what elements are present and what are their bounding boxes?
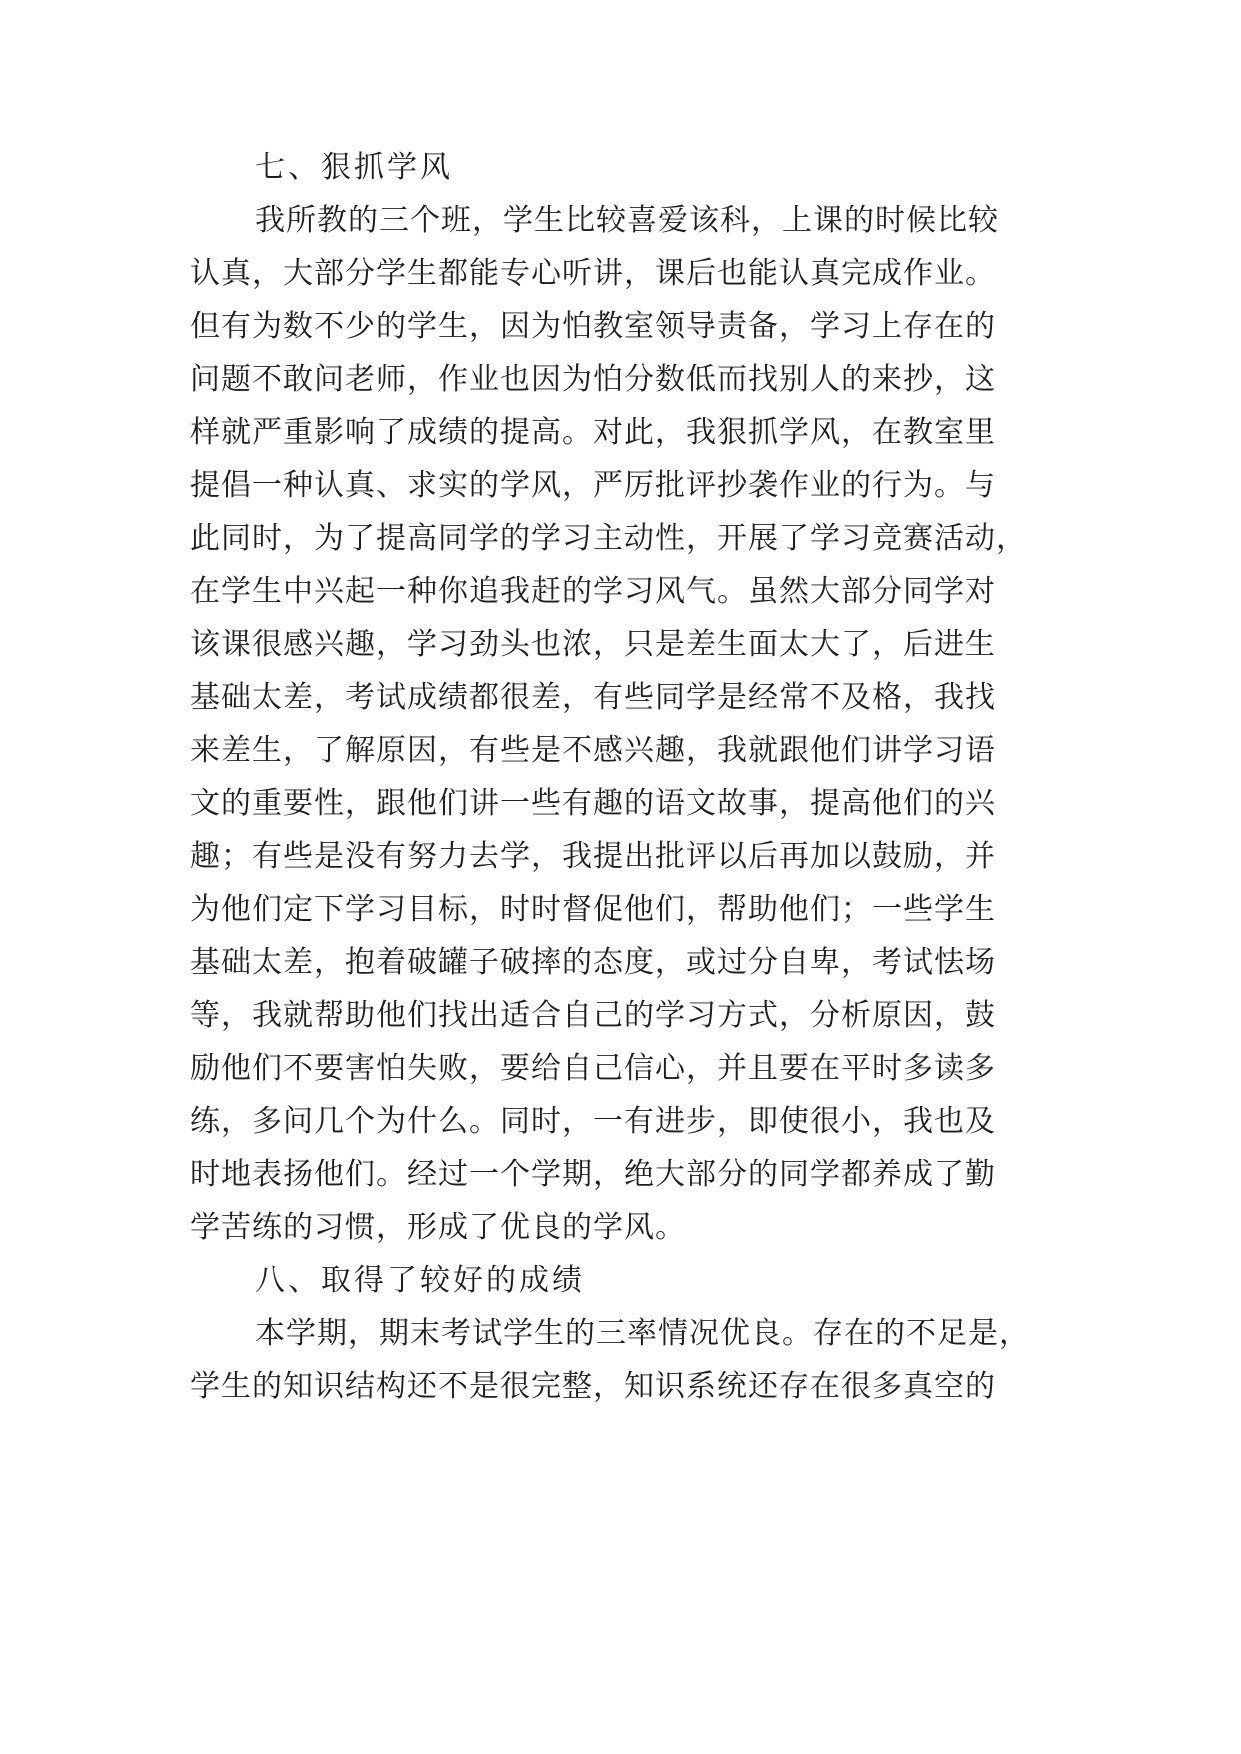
paragraph-line: 学苦练的习惯，形成了优良的学风。 [190, 1210, 686, 1245]
paragraph-line: 文的重要性，跟他们讲一些有趣的语文故事，提高他们的兴 [190, 786, 996, 821]
paragraph-line: 来差生，了解原因，有些是不感兴趣，我就跟他们讲学习语 [190, 733, 996, 768]
paragraph-line: 时地表扬他们。经过一个学期，绝大部分的同学都养成了勤 [190, 1157, 996, 1192]
paragraph-line: 提倡一种认真、求实的学风，严厉批评抄袭作业的行为。与 [190, 468, 996, 503]
paragraph-line: 在学生中兴起一种你追我赶的学习风气。虽然大部分同学对 [190, 574, 996, 609]
paragraph-line: 基础太差，抱着破罐子破摔的态度，或过分自卑，考试怯场 [190, 945, 996, 980]
section-heading-8: 八、取得了较好的成绩 [255, 1263, 585, 1298]
paragraph-line: 样就严重影响了成绩的提高。对此，我狠抓学风，在教室里 [190, 415, 996, 450]
paragraph-line: 励他们不要害怕失败，要给自己信心，并且要在平时多读多 [190, 1051, 996, 1086]
paragraph-line: 为他们定下学习目标，时时督促他们，帮助他们；一些学生 [190, 892, 996, 927]
paragraph-line: 问题不敢问老师，作业也因为怕分数低而找别人的来抄，这 [190, 362, 996, 397]
paragraph-line: 基础太差，考试成绩都很差，有些同学是经常不及格，我找 [190, 680, 996, 715]
paragraph-line: 趣；有些是没有努力去学，我提出批评以后再加以鼓励，并 [190, 839, 996, 874]
section-heading-7: 七、狠抓学风 [255, 150, 453, 185]
paragraph-line: 练，多问几个为什么。同时，一有进步，即使很小，我也及 [190, 1104, 996, 1139]
paragraph-line: 认真，大部分学生都能专心听讲，课后也能认真完成作业。 [190, 256, 996, 291]
paragraph-line: 我所教的三个班，学生比较喜爱该科，上课的时候比较 [255, 203, 999, 238]
paragraph-line: 该课很感兴趣，学习劲头也浓，只是差生面太大了，后进生 [190, 627, 996, 662]
paragraph-line: 此同时，为了提高同学的学习主动性，开展了学习竞赛活动， [190, 521, 1027, 556]
paragraph-line: 但有为数不少的学生，因为怕教室领导责备，学习上存在的 [190, 309, 996, 344]
paragraph-line: 本学期，期末考试学生的三率情况优良。存在的不足是， [255, 1316, 1030, 1351]
paragraph-line: 等，我就帮助他们找出适合自己的学习方式，分析原因，鼓 [190, 998, 996, 1033]
paragraph-line: 学生的知识结构还不是很完整，知识系统还存在很多真空的 [190, 1369, 996, 1404]
